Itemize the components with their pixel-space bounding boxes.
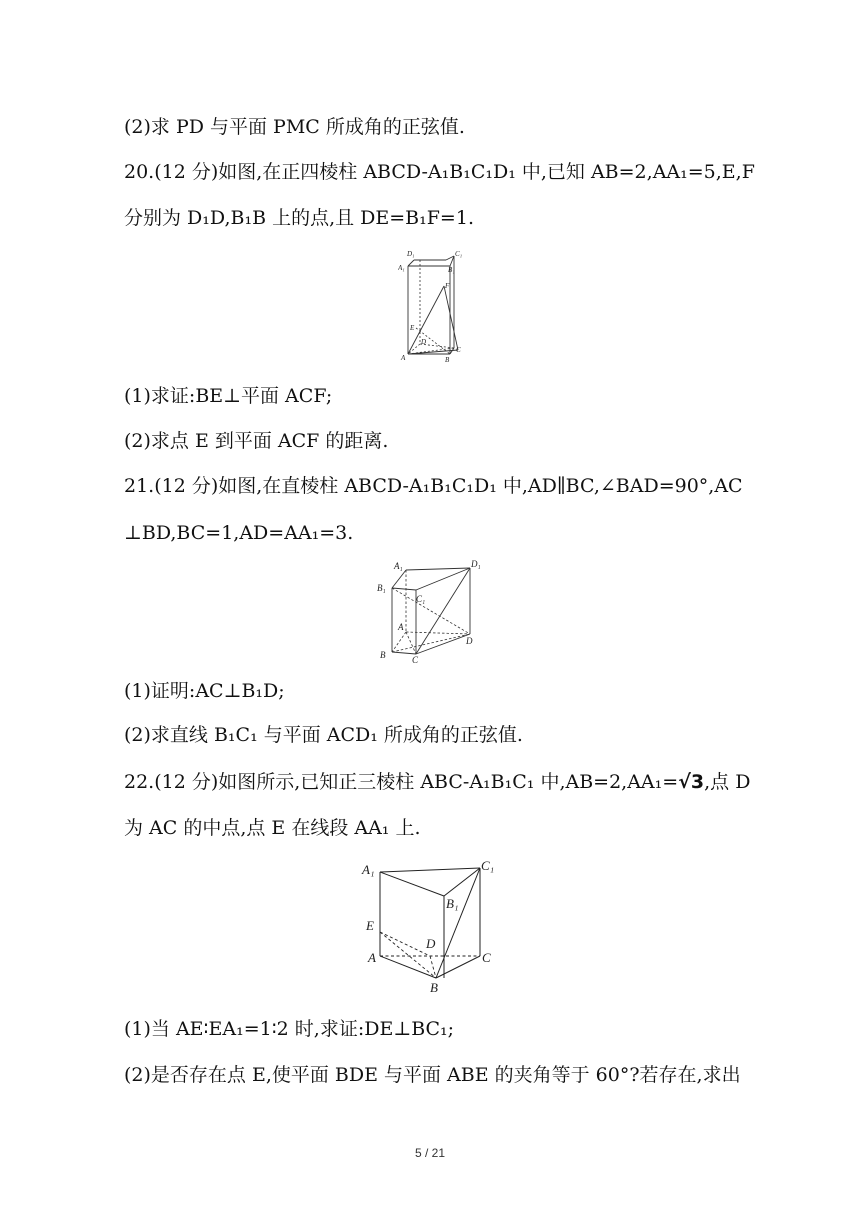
figure-problem-22: [360, 852, 506, 998]
text-segment: 22.(12 分)如图所示,已知正三棱柱 ABC-A₁B₁C₁ 中,AB=2,AA₁=: [124, 771, 679, 793]
label-A: A: [398, 622, 404, 632]
problem-21-statement: 21.(12 分)如图,在直棱柱 ABCD-A₁B₁C₁D₁ 中,AD∥BC,∠BAD=90°,AC: [124, 475, 743, 497]
label-B: B: [430, 980, 438, 995]
label-E: E: [366, 918, 374, 933]
label-A1: A₁: [394, 561, 403, 571]
problem-20-statement: 20.(12 分)如图,在正四棱柱 ABCD-A₁B₁C₁D₁ 中,已知 AB=2,AA₁=5,E,F: [124, 161, 755, 183]
label-A1: A₁: [362, 862, 375, 877]
label-D1: D₁: [407, 250, 415, 258]
label-C1: C₁: [481, 858, 495, 873]
label-C1: C₁: [416, 594, 426, 604]
text-line: ⊥BD,BC=1,AD=AA₁=3.: [124, 522, 354, 544]
text-line: (2)求点 E 到平面 ACF 的距离.: [124, 430, 389, 452]
label-A: A: [368, 950, 376, 965]
text-line: 分别为 D₁D,B₁B 上的点,且 DE=B₁F=1.: [124, 207, 474, 229]
text-line: (2)求直线 B₁C₁ 与平面 ACD₁ 所成角的正弦值.: [124, 724, 523, 746]
label-C: C: [456, 346, 461, 354]
figure-problem-21: [374, 558, 486, 664]
label-B: B: [445, 356, 450, 364]
figure-problem-20: [398, 248, 470, 364]
page-number: 5 / 21: [414, 1146, 446, 1160]
text-line: 为 AC 的中点,点 E 在线段 AA₁ 上.: [124, 817, 421, 839]
label-D: D: [466, 636, 473, 646]
label-B1: B₁: [377, 583, 386, 593]
text-line: (1)证明:AC⊥B₁D;: [124, 680, 285, 702]
label-C: C: [482, 950, 491, 965]
label-E: E: [410, 324, 415, 332]
label-F: F: [445, 282, 450, 290]
text-line: (2)是否存在点 E,使平面 BDE 与平面 ABE 的夹角等于 60°?若存在,求出: [124, 1064, 741, 1086]
label-D: D: [421, 338, 427, 346]
label-A: A: [401, 354, 406, 362]
label-D1: D₁: [471, 559, 481, 569]
label-B1: B₁: [446, 896, 459, 911]
label-D: D: [426, 936, 436, 951]
text-line: (1)当 AE∶EA₁=1∶2 时,求证:DE⊥BC₁;: [124, 1018, 455, 1040]
label-B: B: [380, 650, 386, 660]
label-C1: C₁: [455, 250, 463, 258]
text-line: (1)求证:BE⊥平面 ACF;: [124, 385, 333, 407]
label-B1: B₁: [448, 266, 455, 274]
problem-22-statement: [124, 770, 750, 794]
text-line: (2)求 PD 与平面 PMC 所成角的正弦值.: [124, 116, 465, 138]
sqrt-three: √3: [678, 771, 705, 793]
label-A1: A₁: [398, 264, 405, 272]
text-segment: ,点 D: [704, 771, 751, 793]
label-C: C: [412, 655, 419, 664]
